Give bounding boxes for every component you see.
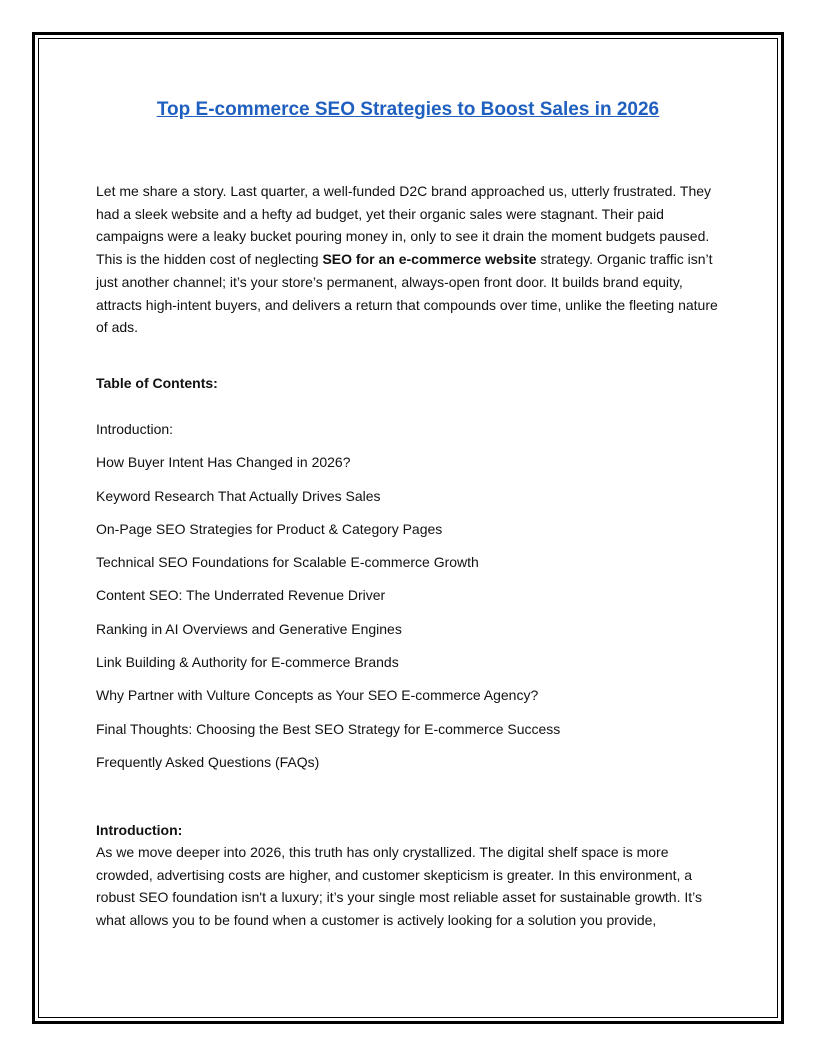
toc-item: On-Page SEO Strategies for Product & Category Pages <box>96 520 443 537</box>
intro-text-part1: Let me share a story. Last quarter, a well-funded D2C brand approached us, utterly frustrated. They had a sleek website and a hefty ad budget, yet their organic sales were stagnant. Their paid campaigns were a leaky bucket pouring money in, only to see it drain the moment budgets paused. This is the hidden cost of neglecting <box>96 183 712 268</box>
document-title <box>96 97 720 123</box>
intro-bold-phrase: SEO for an e-commerce website <box>322 251 537 268</box>
toc-item: Content SEO: The Underrated Revenue Driver <box>96 587 386 604</box>
toc-item: Introduction: <box>96 421 174 437</box>
toc-item: Ranking in AI Overviews and Generative Engines <box>96 620 402 637</box>
table-of-contents <box>96 418 560 784</box>
introduction-paragraph: As we move deeper into 2026, this truth has only crystallized. The digital shelf space is more crowded, advertising costs are higher, and customer skepticism is greater. In this environment, a robust SEO foundation isn't a luxury; it’s your single most reliable asset for sustainable growth. It’s what allows you to be found when a customer is actively looking for a solution you provide, <box>96 844 703 929</box>
toc-item: Why Partner with Vulture Concepts as Your SEO E-commerce Agency? <box>96 687 539 704</box>
toc-item: Final Thoughts: Choosing the Best SEO Strategy for E-commerce Success <box>96 720 561 737</box>
intro-text-part2: strategy. Organic traffic isn’t just another channel; it’s your store’s permanent, always-open front door. It builds brand equity, attracts high-intent buyers, and delivers a return that compounds over time, unlike the fleeting nature of ads. <box>96 251 718 336</box>
toc-heading: Table of Contents: <box>96 375 218 391</box>
toc-item: Frequently Asked Questions (FAQs) <box>96 753 320 770</box>
introduction-heading: Introduction: <box>96 822 183 838</box>
toc-item: Link Building & Authority for E-commerce Brands <box>96 654 399 671</box>
title-link[interactable]: Top E-commerce SEO Strategies to Boost Sales in 2026 <box>156 99 660 120</box>
toc-item: Keyword Research That Actually Drives Sales <box>96 487 381 504</box>
intro-paragraph <box>96 180 720 339</box>
toc-item: How Buyer Intent Has Changed in 2026? <box>96 454 351 471</box>
toc-item: Technical SEO Foundations for Scalable E-commerce Growth <box>96 554 479 571</box>
